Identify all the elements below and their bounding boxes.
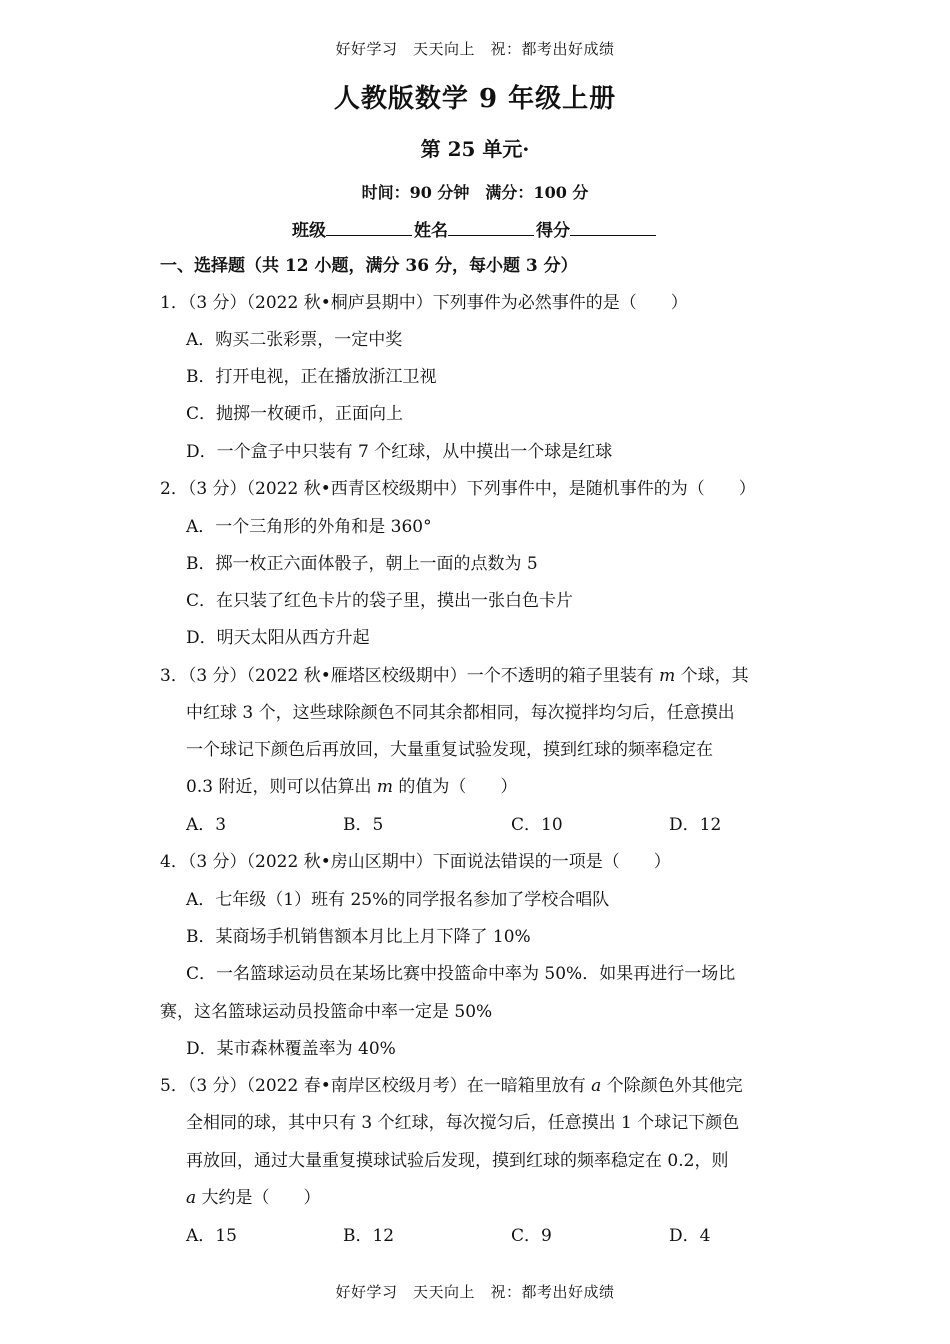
page-header: 好好学习 天天向上 祝：都考出好成绩 [335, 40, 615, 58]
question-3-option-a: A．3 [186, 815, 227, 835]
name-label: 姓名 [414, 221, 448, 241]
question-3-option-b: B．5 [343, 815, 384, 835]
student-info-row [0, 216, 950, 241]
question-2-option-b: B．掷一枚正六面体骰子，朝上一面的点数为 5 [186, 554, 538, 574]
question-4-stem: 4．（3 分）（2022 秋•房山区期中）下面说法错误的一项是（ ） [160, 852, 671, 872]
variable-m: m [376, 777, 393, 797]
name-blank[interactable] [448, 219, 534, 236]
score-blank[interactable] [570, 219, 656, 236]
question-2-option-c: C．在只装了红色卡片的袋子里，摸出一张白色卡片 [186, 591, 574, 611]
question-1-option-b: B．打开电视，正在播放浙江卫视 [186, 367, 437, 387]
question-1-option-c: C．抛掷一枚硬币，正面向上 [186, 404, 404, 424]
question-5-line-3: 再放回，通过大量重复摸球试验后发现，摸到红球的频率稳定在 0.2，则 [186, 1151, 729, 1171]
variable-m: m [659, 666, 676, 686]
question-4-option-d: D．某市森林覆盖率为 40% [186, 1039, 396, 1059]
question-5-option-b: B．12 [343, 1226, 395, 1246]
question-3-option-c: C．10 [511, 815, 563, 835]
question-2-option-d: D．明天太阳从西方升起 [186, 628, 370, 648]
question-1-option-a: A．购买二张彩票，一定中奖 [186, 330, 403, 350]
variable-a: a [591, 1076, 602, 1096]
question-4-option-c: C．一名篮球运动员在某场比赛中投篮命中率为 50%．如果再进行一场比 [186, 964, 736, 984]
question-2-option-a: A．一个三角形的外角和是 360° [186, 517, 432, 537]
variable-a: a [186, 1188, 197, 1208]
exam-meta: 时间：90 分钟 满分：100 分 [361, 183, 589, 202]
question-4-option-b: B．某商场手机销售额本月比上月下降了 10% [186, 927, 531, 947]
document-title: 人教版数学 9 年级上册 [333, 84, 617, 114]
score-label: 得分 [536, 221, 570, 241]
question-5-line-4: a 大约是（ ） [186, 1188, 321, 1208]
question-3-line-4: 0.3 附近，则可以估算出 m 的值为（ ） [186, 777, 518, 797]
question-1-option-d: D．一个盒子中只装有 7 个红球，从中摸出一个球是红球 [186, 442, 613, 462]
question-3-line-3: 一个球记下颜色后再放回，大量重复试验发现，摸到红球的频率稳定在 [186, 740, 713, 760]
question-4-option-a: A．七年级（1）班有 25%的同学报名参加了学校合唱队 [186, 890, 610, 910]
question-3-option-d: D．12 [669, 815, 722, 835]
question-5-stem: 5．（3 分）（2022 春•南岸区校级月考）在一暗箱里放有 a 个除颜色外其他完 [160, 1076, 743, 1096]
question-3-stem: 3．（3 分）（2022 秋•雁塔区校级期中）一个不透明的箱子里装有 m 个球，其 [160, 666, 749, 686]
class-blank[interactable] [326, 219, 412, 236]
page-footer: 好好学习 天天向上 祝：都考出好成绩 [335, 1283, 615, 1301]
section-heading: 一、选择题（共 12 小题，满分 36 分，每小题 3 分） [160, 256, 578, 276]
question-5-line-2: 全相同的球，其中只有 3 个红球，每次搅匀后，任意摸出 1 个球记下颜色 [186, 1113, 740, 1133]
question-5-option-a: A．15 [186, 1226, 237, 1246]
question-5-option-c: C．9 [511, 1226, 552, 1246]
class-label: 班级 [292, 221, 326, 241]
question-3-line-2: 中红球 3 个，这些球除颜色不同其余都相同，每次搅拌均匀后，任意摸出 [186, 703, 735, 723]
question-2-stem: 2．（3 分）（2022 秋•西青区校级期中）下列事件中，是随机事件的为（ ） [160, 479, 756, 499]
question-1-stem: 1．（3 分）（2022 秋•桐庐县期中）下列事件为必然事件的是（ ） [160, 293, 688, 313]
question-4-option-c-continued: 赛，这名篮球运动员投篮命中率一定是 50% [160, 1002, 493, 1022]
unit-subtitle: 第 25 单元· [420, 137, 530, 161]
question-5-option-d: D．4 [669, 1226, 711, 1246]
